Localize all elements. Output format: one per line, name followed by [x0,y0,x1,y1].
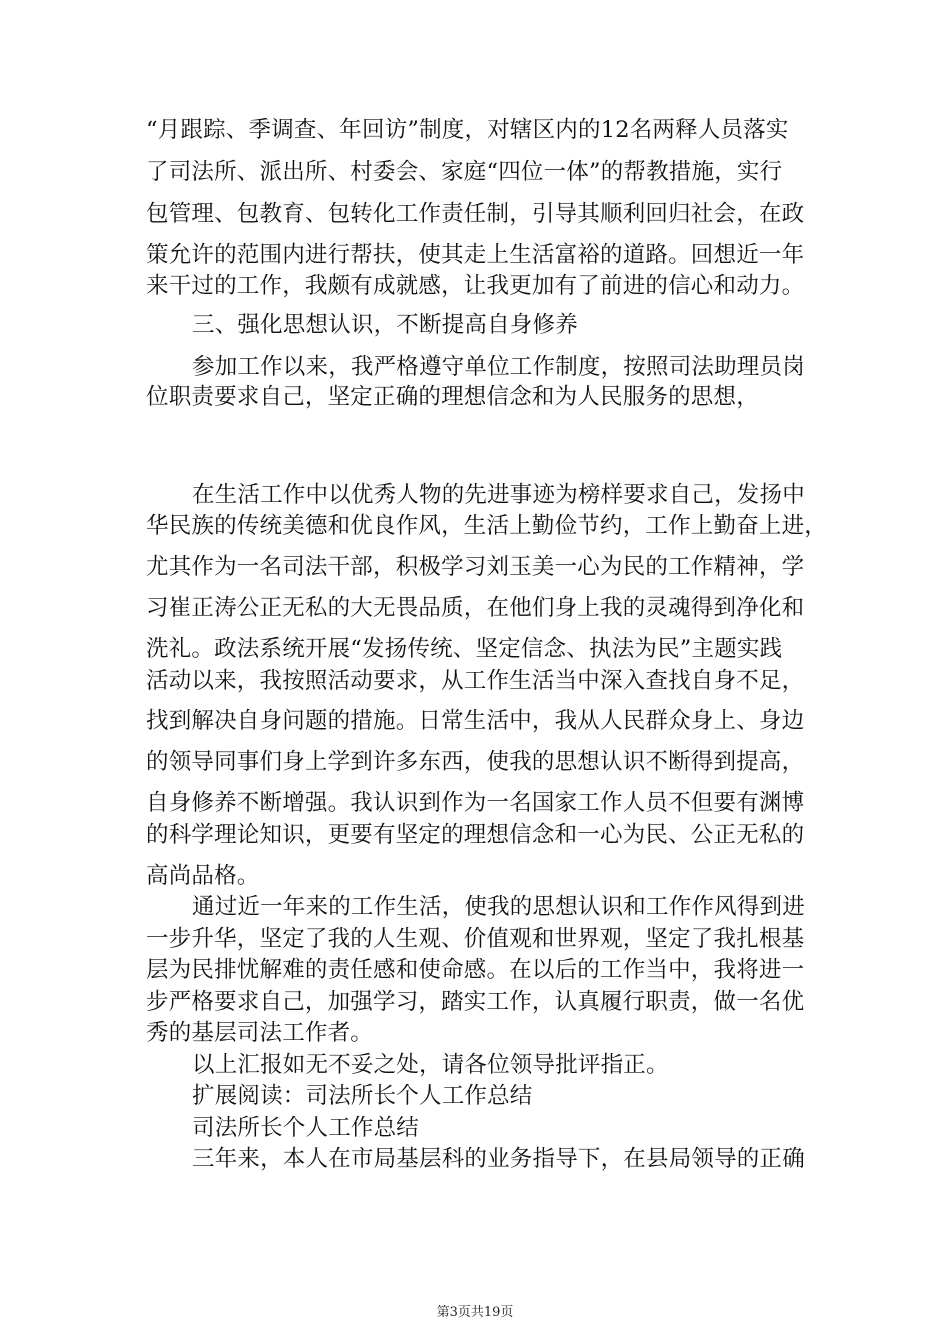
closing-line: 以上汇报如无不妥之处，请各位领导批评指正。 [192,1052,669,1078]
page-number-footer: 第3页共19页 [436,1305,514,1320]
body-line: “月跟踪、季调查、年回访”制度，对辖区内的12名两释人员落实 [146,117,789,143]
section-heading: 三、强化思想认识，不断提高自身修养 [192,312,578,338]
body-line: 包管理、包教育、包转化工作责任制，引导其顺利回归社会，在政 [146,201,805,227]
body-line: 的科学理论知识，更要有坚定的理想信念和一心为民、公正无私的 [146,822,805,848]
article-title: 司法所长个人工作总结 [192,1115,420,1141]
body-line: 三年来，本人在市局基层科的业务指导下，在县局领导的正确 [192,1146,805,1172]
body-line: 活动以来，我按照活动要求，从工作生活当中深入查找自身不足， [146,668,805,694]
body-line: 洗礼。政法系统开展“发扬传统、坚定信念、执法为民”主题实践 [146,636,783,662]
body-line: 找到解决自身问题的措施。日常生活中，我从人民群众身上、身边 [146,708,805,734]
body-line: 了司法所、派出所、村委会、家庭“四位一体”的帮教措施，实行 [146,159,783,185]
body-line: 高尚品格。 [146,863,260,889]
body-line: 策允许的范围内进行帮扶，使其走上生活富裕的道路。回想近一年 [146,242,805,268]
body-line: 步严格要求自己，加强学习，踏实工作，认真履行职责，做一名优 [146,989,805,1015]
body-line: 在生活工作中以优秀人物的先进事迹为榜样要求自己，发扬中 [192,482,805,508]
body-line: 参加工作以来，我严格遵守单位工作制度，按照司法助理员岗 [192,354,805,380]
body-line: 自身修养不断增强。我认识到作为一名国家工作人员不但要有渊博 [146,790,805,816]
body-line: 秀的基层司法工作者。 [146,1020,374,1046]
body-line: 位职责要求自己，坚定正确的理想信念和为人民服务的思想， [146,384,759,410]
body-line: 一步升华，坚定了我的人生观、价值观和世界观，坚定了我扎根基 [146,926,805,952]
body-line: 尤其作为一名司法干部，积极学习刘玉美一心为民的工作精神，学 [146,554,805,580]
body-line: 层为民排忧解难的责任感和使命感。在以后的工作当中，我将进一 [146,957,805,983]
body-line: 通过近一年来的工作生活，使我的思想认识和工作作风得到进 [192,894,805,920]
body-line: 习崔正涛公正无私的大无畏品质，在他们身上我的灵魂得到净化和 [146,595,805,621]
body-line: 来干过的工作，我颇有成就感，让我更加有了前进的信心和动力。 [146,273,805,299]
body-line: 的领导同事们身上学到许多东西，使我的思想认识不断得到提高， [146,749,805,775]
body-line: 华民族的传统美德和优良作风，生活上勤俭节约，工作上勤奋上进， [146,513,828,539]
extended-reading-line: 扩展阅读：司法所长个人工作总结 [192,1083,533,1109]
